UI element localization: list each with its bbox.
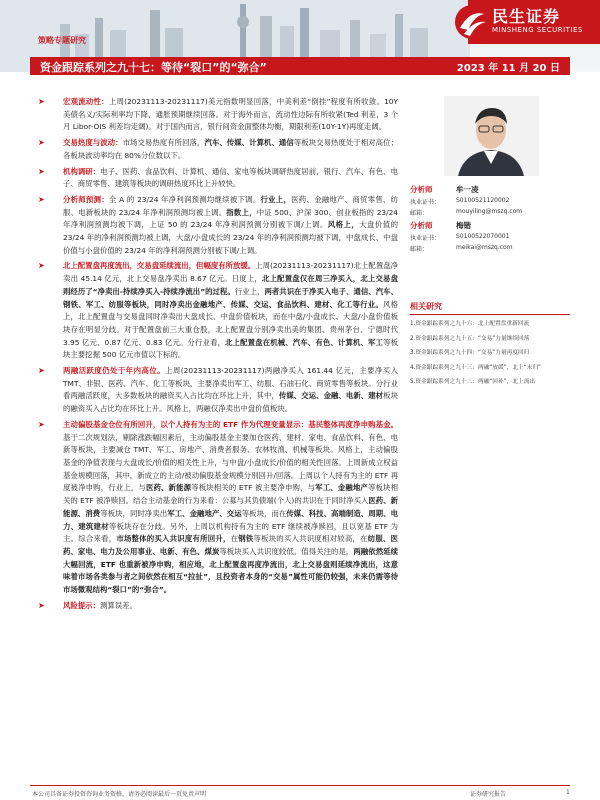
minsheng-logo-icon [446,2,490,42]
paragraph-text: 等板块，同时净卖出 [100,508,168,518]
summary-paragraph [38,96,398,134]
paragraph-text: 等板块的买入共识度相对较高，在 [253,534,368,544]
paragraph-text: 中证 500、沪深 300、创业板指的 23/24 年净利润预测均被下调，上证 50 的 23/24 年净利润预测分别被下调/上调。 [63,207,398,230]
summary-paragraph [38,137,398,162]
arrow-bullet-icon: ➤ [38,166,45,176]
page-title: 资金跟踪系列之九十七：等待“裂口”的“弥合” [40,61,267,74]
paragraph-text: 大盘价值的 23/24 年的净利润预测均被上调，大盘/小盘成长的 23/24 年的净利润预测均被下调，中盘成长、中盘价值与小盘价值的 23/24 年的净利润预测分别被下调/上调。 [63,220,398,255]
analyst-photo [444,96,539,176]
paragraph-text: 指数上， [226,207,257,217]
arrow-bullet-icon: ➤ [38,97,45,106]
paragraph-text: 行业上， [260,194,292,204]
logo-text: 民生证券 [492,7,561,26]
summary-paragraph [38,600,398,613]
paragraph-text: 市场交易热度有所回落， [122,138,205,148]
paragraph-text: 两者共识在于净买入电子、通信、汽车、钢铁、军工、纺服等板块，同时净卖出金融地产、传媒、交运、食品饮料、建材、化工等行业。 [63,286,398,309]
paragraph-text: 电子、医药、食品饮料、计算机、通信、家电等板块调研热度居前，银行、汽车、有色、电子、商贸零售、建筑等板块的调研热度环比上升较快。 [63,166,398,189]
arrow-bullet-icon: ➤ [38,366,45,376]
arrow-bullet-icon: ➤ [38,419,45,429]
paragraph-heading: 主动偏股基金仓位有所回升，以个人持有为主的 ETF 作为代理变量显示：基民整体再度净申购基金。 [63,419,398,429]
paragraph-text: 上周(20231113-20231117)美元指数明显回落，中美利差“倒挂”程度有所收敛。10Y 美债名义/实际利率均下降，通胀预期继续回落。对于海外而言，流动性边际有所收紧(Ted 利差、3 个月 Libor-OIS 利差均走阔)。对于国内而言，银行间资金面整体均衡，期限利差(10Y-1Y)再度走阔。 [63,97,398,132]
paragraph-heading: 分析师预测： [63,194,109,204]
paragraph-text: 全 A 的 23/24 年净利润预测均继续被下调。 [108,194,261,204]
analyst-1-email[interactable]: mouyiling@mszq.com [456,208,523,215]
paragraph-text: 测算误差。 [99,600,137,610]
summary-paragraph [38,194,398,258]
paragraph-heading: 交易热度与波动： [63,138,123,148]
paragraph-text: 市场整体的买入共识度有所回升， [116,534,231,544]
logo-english-text: MINSHENG SECURITIES [492,26,583,34]
analyst-1-cert: S0100521120002 [456,197,510,204]
related-item[interactable]: 4.资金跟踪系列之九十三：两融“放缓”，北上“未归” [410,364,541,371]
paragraph-text: 军工、金融地产 [315,483,368,493]
paragraph-heading: 机构调研： [63,166,101,176]
summary-paragraph [38,419,398,597]
paragraph-text: 风格上，北上配置盘与交易盘同时净卖出大盘成长、中盘价值板块，而在中盘/小盘成长、大盘/小盘价值板块存在明显分歧。对于配置盘前三大重仓股，北上配置盘分别净卖出美的集团、贵州茅台、宁德时代 3.95 亿元、0.87 亿元、0.83 亿元。分行业看， [63,299,398,347]
paragraph-heading: 北上配置盘再度流出，交易盘延续流出，但幅度有所放缓。 [63,261,256,271]
paragraph-text: 上周(20231113-20231117)两融净买入 161.44 亿元，主要净买入 TMT、非银、医药、汽车、化工等板块，主要净卖出军工、纺服、石油石化、商贸零售等板块。分行业看两融活跃度，大多数板块的融资买入占比均在环比上升，其中， [63,366,398,401]
arrow-bullet-icon: ➤ [38,194,45,204]
related-item[interactable]: 1.资金跟踪系列之九十六：北上配置盘重新回流 [410,321,530,327]
paragraph-text: 传媒、科技、高端制造、周期、电力、建筑建材 [63,508,398,531]
paragraph-text: 等板块相关的 ETF 被主要净申购，与 [191,483,316,493]
paragraph-text: 军工、金融地产、交运 [167,508,242,518]
analyst-1-name: 牟一凌 [456,185,479,194]
paragraph-text: 钢铁 [238,534,254,544]
paragraph-text: 板块的融资买入占比均在环比上升。风格上，两融仅净卖出中盘价值板块。 [63,391,398,414]
paragraph-text: 传媒、交运、金融、电新、建材 [278,391,384,401]
arrow-bullet-icon: ➤ [38,600,45,610]
page-number: 1 [566,789,570,796]
summary-paragraph [38,166,398,191]
paragraph-text: 两融依然延续大幅回流，ETF 也重新被净申购，相应地，北上配置盘再度净流出，北上交易盘则延续净流出，这意味着市场各类参与者之间依然在相互“拉扯”，且投资者本身的“交易”属性可能仍较强，未来仍需等待市场微观结构“裂口”的“弥合”。 [63,546,398,595]
summary-paragraph [38,260,398,362]
analyst-2-cert-label: 执业证书： [410,235,441,242]
paragraph-heading: 两融活跃度仍处于年内高位。 [63,366,166,376]
analyst-2-role: 分析师 [410,221,433,230]
paragraph-text: 上周(20231113-20231117)北上配置盘净卖出 45.14 亿元，北上交易盘净卖出 8.67 亿元。日度上， [63,261,398,284]
paragraph-text: 行业上， [234,286,265,296]
paragraph-text: 等板块主要挖掘 500 亿元市值以下标的。 [63,337,398,360]
paragraph-text: 汽车、传媒、计算机、通信 [204,138,294,148]
arrow-bullet-icon: ➤ [38,138,45,148]
paragraph-text: 等板块存在分歧。另外，上周以机构持有为主的 ETF 继续被净赎回，且以宽基 ETF 为主。综合来看， [63,521,398,544]
footer-disclaimer: 本公司具备证券投资咨询业务资格，请务必阅读最后一页免责声明 [32,791,207,798]
footer-label: 证券研究报告 [470,791,507,798]
analyst-1-cert-label: 执业证书： [410,199,441,206]
paragraph-text: 医药、新能源 [145,483,192,493]
related-item[interactable]: 5.资金跟踪系列之九十二：两融“回补”，北上流出 [410,379,536,385]
paragraph-text: 等板块买入共识度较低。值得关注的是， [219,546,354,556]
paragraph-text: 等板块交易热度处于相对高位；各板块波动率均在 80%分位数以下。 [63,138,398,160]
paragraph-text: 在 [230,534,239,544]
related-research-title: 相关研究 [410,302,442,311]
paragraph-text: 医药、新能源、消费 [63,496,398,518]
paragraph-text: 北上配置盘在机械、汽车、有色、计算机、军工 [225,337,384,347]
related-divider [410,314,570,315]
related-item[interactable]: 3.资金跟踪系列之九十四：“交易”力量再度回归 [410,350,530,356]
paragraph-text: 纺服、医药、家电、电力及公用事业、电新、有色、煤炭 [63,534,398,556]
paragraph-text: 北上配置盘仅在周三净买入，北上交易盘则经历了“净卖出-持续净买入-持续净流出”的过程。 [63,274,398,296]
paragraph-heading: 风险提示： [63,600,100,610]
summary-paragraph [38,365,398,416]
related-research-list [410,318,570,391]
analyst-2-name: 梅锴 [456,221,471,230]
paragraph-text: 基于二次规划法，剔除涨跌幅因素后，主动偏股基金主要加仓医药、建材、家电、食品饮料、有色、电新等板块，主要减仓 TMT、军工、房地产、消费者服务、农林牧渔、机械等板块。风格上，主动偏股基金的净值表现与大盘成长/价值的相关性上升，与中盘/小盘成长/价值的相关性回落。上周新成立权益基金规模回落，其中，新成立的主动/被动偏股基金规模分别回升/回落。上周以个人持有为主的 ETF 再度被净申购，行业上，与 [63,432,398,493]
paragraph-text: 风格上， [327,220,360,230]
analyst-2-mail-label: 邮箱： [410,246,429,253]
analyst-1-mail-label: 邮箱： [410,210,429,217]
paragraph-heading: 宏观流动性： [63,97,109,106]
paragraph-text: 等板块，而在 [241,508,287,518]
analyst-2-email[interactable]: meikai@mszq.com [456,244,513,251]
related-item[interactable]: 2.资金跟踪系列之九十五：“交易”力量继续回落 [410,335,530,342]
paragraph-text: 等板块相关的 ETF 被净赎回。结合主动基金的行为来看：公募与其负债端(个人)的共识在于同时净买入 [63,483,398,506]
analyst-1-role: 分析师 [410,185,433,194]
arrow-bullet-icon: ➤ [38,261,45,271]
report-type: 策略专题研究 [38,36,86,45]
paragraph-text: 医药、金融地产、商贸零售、纺服、电新板块的 23/24 年净利润预测均被上调。 [63,194,398,217]
analyst-2-cert: S0100522070001 [456,233,510,240]
footer-divider [30,785,570,786]
report-date: 2023 年 11 月 20 日 [456,63,560,74]
summary-column [38,96,398,615]
